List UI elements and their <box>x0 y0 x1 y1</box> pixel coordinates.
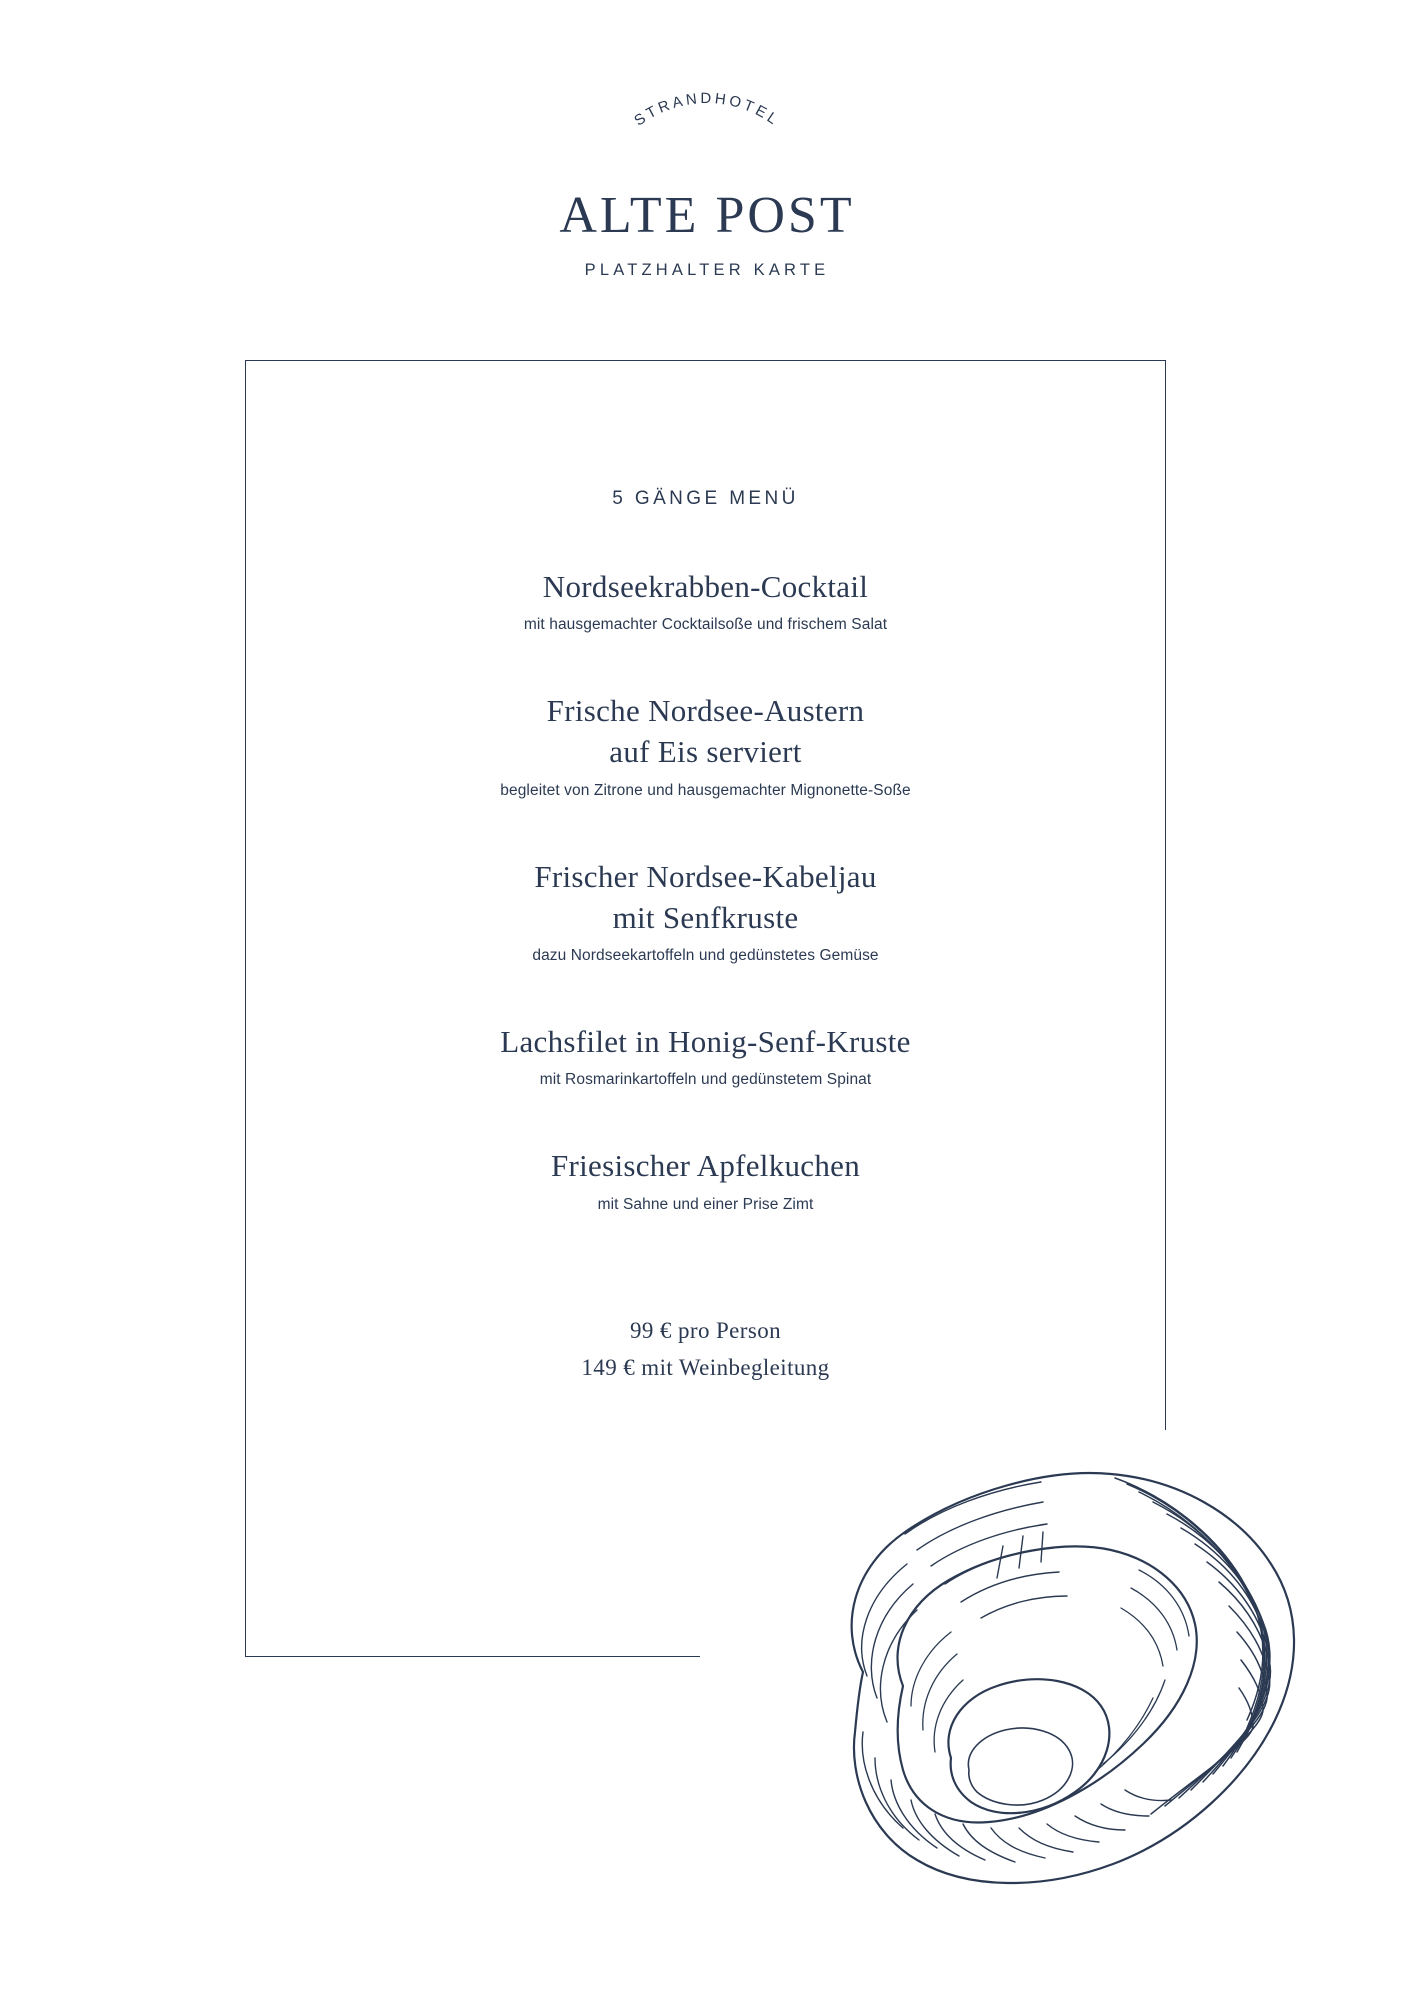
menu-course <box>245 856 1166 965</box>
brand-subtitle: PLATZHALTER KARTE <box>584 261 830 279</box>
course-name-second-line: mit Senfkruste <box>612 899 799 935</box>
price-per-person: 99 € pro Person <box>629 1317 782 1343</box>
brand-name: ALTE POST <box>559 187 855 244</box>
course-name: Friesischer Apfelkuchen <box>550 1148 861 1184</box>
brand-arc-label: STRANDHOTEL <box>631 90 783 130</box>
oyster-illustration <box>735 1440 1315 1910</box>
course-name: Frische Nordsee-Austern <box>546 693 865 729</box>
menu-course <box>245 690 1166 799</box>
course-name: Frischer Nordsee-Kabeljau <box>534 858 877 894</box>
menu-content <box>245 360 1166 1387</box>
course-description: begleitet von Zitrone und hausgemachter Mignonette-Soße <box>500 781 911 799</box>
price-block <box>245 1312 1166 1388</box>
course-description: mit hausgemachter Cocktailsoße und frischem Salat <box>523 616 888 634</box>
brand-header <box>0 90 1414 280</box>
menu-course <box>245 566 1166 634</box>
course-name: Nordseekrabben-Cocktail <box>542 569 869 604</box>
brand-arc-text <box>557 90 857 196</box>
course-description: dazu Nordseekartoffeln und gedünstetes Gemüse <box>532 947 879 965</box>
course-name-second-line: auf Eis serviert <box>609 734 802 770</box>
course-description: mit Sahne und einer Prise Zimt <box>597 1195 814 1213</box>
svg-text:STRANDHOTEL <box>631 90 783 130</box>
price-with-wine: 149 € mit Weinbegleitung <box>581 1355 830 1381</box>
menu-course <box>245 1021 1166 1089</box>
course-description: mit Rosmarinkartoffeln und gedünstetem Spinat <box>539 1071 872 1089</box>
menu-title: 5 GÄNGE MENÜ <box>612 488 799 509</box>
menu-course <box>245 1145 1166 1213</box>
course-name: Lachsfilet in Honig-Senf-Kruste <box>500 1024 911 1060</box>
